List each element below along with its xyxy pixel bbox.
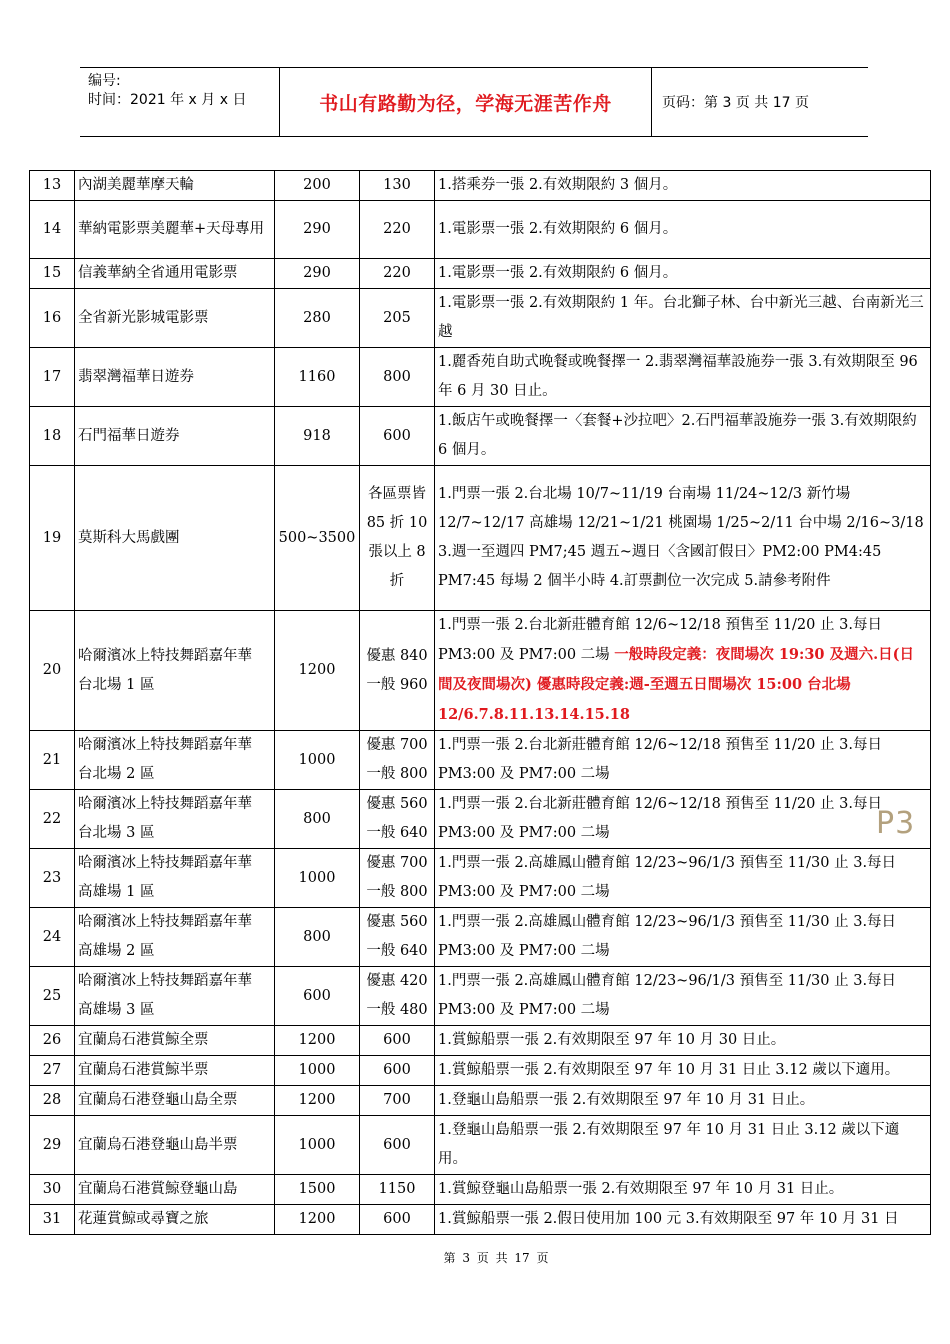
original-price: 1500 (275, 1175, 360, 1205)
row-number: 29 (30, 1116, 75, 1175)
table-row (30, 259, 931, 289)
table-row (30, 1026, 931, 1056)
promo-price: 600 (360, 407, 435, 466)
item-description (435, 849, 931, 908)
row-number: 28 (30, 1086, 75, 1116)
promo-price: 220 (360, 201, 435, 259)
item-name: 宜蘭烏石港賞鯨登龜山島 (75, 1175, 275, 1205)
table-row (30, 849, 931, 908)
original-price: 600 (275, 967, 360, 1026)
original-price: 1000 (275, 1056, 360, 1086)
item-description (435, 1116, 931, 1175)
description-highlight: 一般時段定義：夜間場次 19:30 及週六.日(日間及夜間場次) 優惠時段定義:週-至週五日間場次 15:00 台北場 12/6.7.8.11.13.14.15.18 (438, 646, 914, 723)
item-description (435, 1205, 931, 1235)
row-number: 22 (30, 790, 75, 849)
description-text: 1.搭乘券一張 2.有效期限約 3 個月。 (438, 177, 678, 193)
item-name: 宜蘭烏石港賞鯨半票 (75, 1056, 275, 1086)
table-row (30, 1086, 931, 1116)
original-price: 290 (275, 259, 360, 289)
original-price: 1000 (275, 731, 360, 790)
table-row (30, 171, 931, 201)
description-text: 1.門票一張 2.高雄鳳山體育館 12/23~96/1/3 預售至 11/30 止 3.每日 PM3:00 及 PM7:00 二場 (438, 855, 897, 900)
item-name: 華納電影票美麗華+天母專用 (75, 201, 275, 259)
row-number: 30 (30, 1175, 75, 1205)
promo-price: 1150 (360, 1175, 435, 1205)
row-number: 16 (30, 289, 75, 348)
table-row (30, 1175, 931, 1205)
row-number: 18 (30, 407, 75, 466)
row-number: 26 (30, 1026, 75, 1056)
row-number: 17 (30, 348, 75, 407)
item-description (435, 790, 931, 849)
table-row (30, 1205, 931, 1235)
table-row (30, 967, 931, 1026)
item-description (435, 289, 931, 348)
promo-price: 205 (360, 289, 435, 348)
original-price: 200 (275, 171, 360, 201)
description-text: 1.門票一張 2.台北新莊體育館 12/6~12/18 預售至 11/20 止 3.每日 PM3:00 及 PM7:00 二場 (438, 796, 882, 841)
item-description (435, 908, 931, 967)
promo-price: 600 (360, 1205, 435, 1235)
description-text: 1.電影票一張 2.有效期限約 6 個月。 (438, 265, 678, 281)
original-price: 500~3500 (275, 466, 360, 611)
promo-price: 優惠 420 一般 480 (360, 967, 435, 1026)
item-name: 信義華納全省通用電影票 (75, 259, 275, 289)
original-price: 918 (275, 407, 360, 466)
item-name: 哈爾濱冰上特技舞蹈嘉年華 高雄場 3 區 (75, 967, 275, 1026)
item-name: 內湖美麗華摩天輪 (75, 171, 275, 201)
original-price: 1000 (275, 849, 360, 908)
item-name: 哈爾濱冰上特技舞蹈嘉年華 台北場 2 區 (75, 731, 275, 790)
description-text: 1.門票一張 2.高雄鳳山體育館 12/23~96/1/3 預售至 11/30 止 3.每日 PM3:00 及 PM7:00 二場 (438, 914, 897, 959)
item-name: 哈爾濱冰上特技舞蹈嘉年華 高雄場 2 區 (75, 908, 275, 967)
item-description (435, 611, 931, 731)
description-text: 1.飯店午或晚餐擇一〈套餐+沙拉吧〉2.石門福華設施券一張 3.有效期限約 6 個月。 (438, 413, 917, 458)
description-text: 1.賞鯨船票一張 2.假日使用加 100 元 3.有效期限至 97 年 10 月 31 日 (438, 1211, 899, 1227)
description-text: 1.麗香苑自助式晚餐或晚餐擇一 2.翡翠灣福華設施券一張 3.有效期限至 96 年 6 月 30 日止。 (438, 354, 918, 399)
page-footer: 第 3 页 共 17 页 (443, 1251, 549, 1265)
original-price: 1200 (275, 1086, 360, 1116)
row-number: 24 (30, 908, 75, 967)
code-label: 编号: (88, 73, 121, 89)
row-number: 27 (30, 1056, 75, 1086)
item-description (435, 1175, 931, 1205)
description-text: 1.登龜山島船票一張 2.有效期限至 97 年 10 月 31 日止。 (438, 1092, 815, 1108)
table-row (30, 1056, 931, 1086)
description-text: 1.電影票一張 2.有效期限約 1 年。台北獅子林、台中新光三越、台南新光三越 (438, 295, 924, 340)
row-number: 19 (30, 466, 75, 611)
table-row (30, 790, 931, 849)
item-description (435, 1086, 931, 1116)
original-price: 1200 (275, 1205, 360, 1235)
item-name: 全省新光影城電影票 (75, 289, 275, 348)
item-description (435, 1026, 931, 1056)
table-row (30, 908, 931, 967)
row-number: 13 (30, 171, 75, 201)
table-row (30, 289, 931, 348)
promo-price: 優惠 560 一般 640 (360, 790, 435, 849)
page-header (80, 67, 868, 137)
row-number: 20 (30, 611, 75, 731)
description-text: 1.電影票一張 2.有效期限約 6 個月。 (438, 221, 678, 237)
item-description (435, 259, 931, 289)
item-name: 石門福華日遊券 (75, 407, 275, 466)
promo-price: 600 (360, 1056, 435, 1086)
row-number: 15 (30, 259, 75, 289)
description-text: 1.登龜山島船票一張 2.有效期限至 97 年 10 月 31 日止 3.12 歲以下適用。 (438, 1122, 900, 1167)
row-number: 25 (30, 967, 75, 1026)
promo-price: 700 (360, 1086, 435, 1116)
description-text: 1.門票一張 2.高雄鳳山體育館 12/23~96/1/3 預售至 11/30 止 3.每日 PM3:00 及 PM7:00 二場 (438, 973, 897, 1018)
description-text: 1.門票一張 2.台北新莊體育館 12/6~12/18 預售至 11/20 止 3.每日 PM3:00 及 PM7:00 二場 (438, 617, 882, 663)
promo-price: 優惠 700 一般 800 (360, 849, 435, 908)
item-name: 宜蘭烏石港登龜山島全票 (75, 1086, 275, 1116)
description-text: 1.門票一張 2.台北場 10/7~11/19 台南場 11/24~12/3 新竹場 12/7~12/17 高雄場 12/21~1/21 桃園場 1/25~2/11 台中場 2/16~3/18 3.週一至週四 PM7;45 週五~週日〈含國訂假日〉PM2:00 PM4:45 PM7:45 每場 2 個半小時 4.訂票劃位一次完成 5.請參考附件 (438, 486, 924, 589)
item-name: 宜蘭烏石港登龜山島半票 (75, 1116, 275, 1175)
row-number: 14 (30, 201, 75, 259)
promo-price: 600 (360, 1026, 435, 1056)
promo-price: 優惠 840 一般 960 (360, 611, 435, 731)
promo-price: 600 (360, 1116, 435, 1175)
table-row (30, 466, 931, 611)
table-row (30, 407, 931, 466)
item-name: 莫斯科大馬戲團 (75, 466, 275, 611)
item-description (435, 466, 931, 611)
item-name: 翡翠灣福華日遊券 (75, 348, 275, 407)
original-price: 290 (275, 201, 360, 259)
item-description (435, 201, 931, 259)
table-row (30, 348, 931, 407)
promo-price: 優惠 700 一般 800 (360, 731, 435, 790)
page-watermark: P3 (876, 806, 916, 841)
item-name: 哈爾濱冰上特技舞蹈嘉年華 台北場 1 區 (75, 611, 275, 731)
promo-price: 220 (360, 259, 435, 289)
item-description (435, 348, 931, 407)
item-description (435, 171, 931, 201)
row-number: 23 (30, 849, 75, 908)
promo-price: 優惠 560 一般 640 (360, 908, 435, 967)
original-price: 800 (275, 790, 360, 849)
promo-price: 130 (360, 171, 435, 201)
item-description (435, 1056, 931, 1086)
item-description (435, 731, 931, 790)
row-number: 21 (30, 731, 75, 790)
header-motto: 书山有路勤为径，学海无涯苦作舟 (280, 68, 652, 136)
description-text: 1.門票一張 2.台北新莊體育館 12/6~12/18 預售至 11/20 止 3.每日 PM3:00 及 PM7:00 二場 (438, 737, 882, 782)
original-price: 1000 (275, 1116, 360, 1175)
item-name: 宜蘭烏石港賞鯨全票 (75, 1026, 275, 1056)
original-price: 800 (275, 908, 360, 967)
original-price: 1160 (275, 348, 360, 407)
item-name: 哈爾濱冰上特技舞蹈嘉年華 高雄場 1 區 (75, 849, 275, 908)
original-price: 1200 (275, 1026, 360, 1056)
item-description (435, 407, 931, 466)
row-number: 31 (30, 1205, 75, 1235)
description-text: 1.賞鯨登龜山島船票一張 2.有效期限至 97 年 10 月 31 日止。 (438, 1181, 844, 1197)
table-row (30, 1116, 931, 1175)
promo-price: 800 (360, 348, 435, 407)
table-row (30, 611, 931, 731)
time-label: 时间：2021 年 x 月 x 日 (88, 92, 247, 108)
original-price: 1200 (275, 611, 360, 731)
table-row (30, 201, 931, 259)
original-price: 280 (275, 289, 360, 348)
header-meta (80, 68, 280, 136)
header-page-code: 页码：第 3 页 共 17 页 (662, 95, 809, 111)
description-text: 1.賞鯨船票一張 2.有效期限至 97 年 10 月 31 日止 3.12 歲以下適用。 (438, 1062, 900, 1078)
table-row (30, 731, 931, 790)
item-description (435, 967, 931, 1026)
promo-price: 各區票皆 85 折 10 張以上 8 折 (360, 466, 435, 611)
description-text: 1.賞鯨船票一張 2.有效期限至 97 年 10 月 30 日止。 (438, 1032, 786, 1048)
ticket-table (29, 170, 931, 1235)
item-name: 哈爾濱冰上特技舞蹈嘉年華 台北場 3 區 (75, 790, 275, 849)
item-name: 花蓮賞鯨或尋寶之旅 (75, 1205, 275, 1235)
